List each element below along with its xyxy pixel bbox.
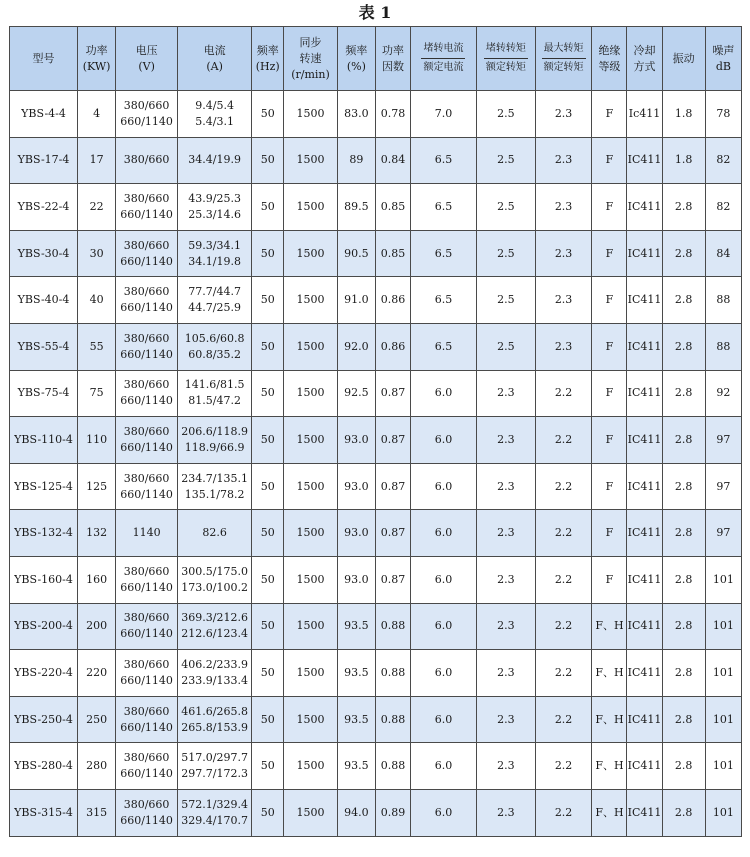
cell-cooling: IC411 [627, 696, 662, 743]
cell-frequency: 50 [252, 463, 284, 510]
cell-model: YBS-75-4 [10, 370, 78, 417]
cell-locked-current-ratio: 6.0 [410, 510, 476, 557]
cell-current: 517.0/297.7 297.7/172.3 [178, 743, 252, 790]
cell-model: YBS-132-4 [10, 510, 78, 557]
cell-noise: 97 [705, 417, 741, 464]
cell-current: 59.3/34.1 34.1/19.8 [178, 230, 252, 277]
cell-locked-torque-ratio: 2.5 [476, 277, 535, 324]
cell-cooling: IC411 [627, 510, 662, 557]
header-current: 电流 (A) [178, 27, 252, 91]
table-row [10, 417, 742, 464]
cell-locked-current-ratio: 6.0 [410, 463, 476, 510]
cell-frequency: 50 [252, 510, 284, 557]
cell-noise: 92 [705, 370, 741, 417]
cell-power: 200 [78, 603, 116, 650]
cell-speed: 1500 [284, 556, 338, 603]
cell-efficiency: 93.5 [337, 650, 375, 697]
table-row [10, 603, 742, 650]
cell-power-factor: 0.84 [375, 137, 410, 184]
cell-vibration: 2.8 [662, 417, 705, 464]
cell-frequency: 50 [252, 603, 284, 650]
header-frequency: 频率 (Hz) [252, 27, 284, 91]
cell-model: YBS-17-4 [10, 137, 78, 184]
cell-voltage: 380/660 660/1140 [116, 603, 178, 650]
cell-cooling: IC411 [627, 417, 662, 464]
cell-noise: 101 [705, 696, 741, 743]
cell-locked-current-ratio: 6.5 [410, 137, 476, 184]
cell-insulation: F、H [592, 650, 627, 697]
cell-voltage: 380/660 660/1140 [116, 743, 178, 790]
cell-efficiency: 90.5 [337, 230, 375, 277]
cell-current: 34.4/19.9 [178, 137, 252, 184]
cell-max-torque-ratio: 2.2 [535, 370, 592, 417]
cell-current: 406.2/233.9 233.9/133.4 [178, 650, 252, 697]
cell-efficiency: 93.0 [337, 556, 375, 603]
cell-insulation: F [592, 91, 627, 138]
table-row [10, 696, 742, 743]
cell-model: YBS-160-4 [10, 556, 78, 603]
header-locked-current-ratio [410, 27, 476, 91]
cell-model: YBS-220-4 [10, 650, 78, 697]
header-vibration: 振动 [662, 27, 705, 91]
cell-locked-current-ratio: 6.0 [410, 650, 476, 697]
cell-noise: 78 [705, 91, 741, 138]
header-speed: 同步 转速 (r/min) [284, 27, 338, 91]
cell-power-factor: 0.86 [375, 323, 410, 370]
cell-noise: 97 [705, 510, 741, 557]
cell-vibration: 1.8 [662, 137, 705, 184]
cell-noise: 88 [705, 277, 741, 324]
cell-frequency: 50 [252, 137, 284, 184]
table-row [10, 323, 742, 370]
cell-model: YBS-250-4 [10, 696, 78, 743]
table-row [10, 91, 742, 138]
header-model: 型号 [10, 27, 78, 91]
cell-frequency: 50 [252, 743, 284, 790]
cell-model: YBS-200-4 [10, 603, 78, 650]
cell-current: 572.1/329.4 329.4/170.7 [178, 789, 252, 836]
cell-vibration: 2.8 [662, 696, 705, 743]
cell-insulation: F、H [592, 696, 627, 743]
cell-locked-torque-ratio: 2.5 [476, 184, 535, 231]
cell-power: 250 [78, 696, 116, 743]
cell-voltage: 380/660 660/1140 [116, 277, 178, 324]
cell-locked-current-ratio: 7.0 [410, 91, 476, 138]
cell-speed: 1500 [284, 277, 338, 324]
table-row [10, 650, 742, 697]
cell-max-torque-ratio: 2.3 [535, 277, 592, 324]
cell-model: YBS-55-4 [10, 323, 78, 370]
cell-locked-current-ratio: 6.0 [410, 743, 476, 790]
cell-current: 82.6 [178, 510, 252, 557]
cell-frequency: 50 [252, 230, 284, 277]
cell-max-torque-ratio: 2.2 [535, 510, 592, 557]
cell-speed: 1500 [284, 184, 338, 231]
cell-power: 22 [78, 184, 116, 231]
cell-speed: 1500 [284, 510, 338, 557]
cell-cooling: IC411 [627, 137, 662, 184]
cell-speed: 1500 [284, 743, 338, 790]
cell-locked-torque-ratio: 2.3 [476, 789, 535, 836]
cell-speed: 1500 [284, 463, 338, 510]
cell-insulation: F、H [592, 789, 627, 836]
cell-max-torque-ratio: 2.3 [535, 137, 592, 184]
header-row [10, 27, 742, 91]
cell-locked-current-ratio: 6.0 [410, 370, 476, 417]
cell-frequency: 50 [252, 556, 284, 603]
cell-vibration: 2.8 [662, 789, 705, 836]
table-row [10, 277, 742, 324]
cell-insulation: F [592, 184, 627, 231]
cell-cooling: IC411 [627, 743, 662, 790]
cell-voltage: 1140 [116, 510, 178, 557]
cell-frequency: 50 [252, 417, 284, 464]
cell-current: 461.6/265.8 265.8/153.9 [178, 696, 252, 743]
cell-vibration: 2.8 [662, 323, 705, 370]
cell-power: 30 [78, 230, 116, 277]
cell-power: 160 [78, 556, 116, 603]
cell-locked-torque-ratio: 2.5 [476, 91, 535, 138]
header-noise: 噪声 dB [705, 27, 741, 91]
cell-noise: 101 [705, 603, 741, 650]
cell-power-factor: 0.87 [375, 463, 410, 510]
cell-efficiency: 91.0 [337, 277, 375, 324]
cell-speed: 1500 [284, 603, 338, 650]
cell-max-torque-ratio: 2.2 [535, 650, 592, 697]
cell-locked-current-ratio: 6.5 [410, 184, 476, 231]
cell-frequency: 50 [252, 789, 284, 836]
cell-power-factor: 0.88 [375, 743, 410, 790]
cell-voltage: 380/660 660/1140 [116, 370, 178, 417]
cell-vibration: 2.8 [662, 743, 705, 790]
cell-voltage: 380/660 660/1140 [116, 230, 178, 277]
cell-max-torque-ratio: 2.2 [535, 463, 592, 510]
cell-locked-current-ratio: 6.0 [410, 556, 476, 603]
cell-noise: 97 [705, 463, 741, 510]
cell-insulation: F、H [592, 743, 627, 790]
cell-max-torque-ratio: 2.2 [535, 743, 592, 790]
cell-speed: 1500 [284, 137, 338, 184]
cell-max-torque-ratio: 2.3 [535, 184, 592, 231]
header-max-torque-ratio [535, 27, 592, 91]
cell-efficiency: 89.5 [337, 184, 375, 231]
cell-insulation: F [592, 556, 627, 603]
cell-noise: 101 [705, 743, 741, 790]
cell-power: 17 [78, 137, 116, 184]
cell-max-torque-ratio: 2.3 [535, 323, 592, 370]
table-body [10, 91, 742, 837]
cell-locked-torque-ratio: 2.3 [476, 417, 535, 464]
cell-speed: 1500 [284, 417, 338, 464]
header-power-factor: 功率 因数 [375, 27, 410, 91]
cell-voltage: 380/660 660/1140 [116, 463, 178, 510]
cell-power: 280 [78, 743, 116, 790]
cell-power-factor: 0.89 [375, 789, 410, 836]
cell-frequency: 50 [252, 277, 284, 324]
cell-efficiency: 94.0 [337, 789, 375, 836]
table-row [10, 370, 742, 417]
table-caption: 表 1 [358, 3, 392, 22]
header-power: 功率 (KW) [78, 27, 116, 91]
cell-efficiency: 92.5 [337, 370, 375, 417]
cell-current: 77.7/44.7 44.7/25.9 [178, 277, 252, 324]
cell-power-factor: 0.88 [375, 650, 410, 697]
cell-cooling: IC411 [627, 277, 662, 324]
cell-locked-current-ratio: 6.5 [410, 323, 476, 370]
cell-locked-torque-ratio: 2.3 [476, 650, 535, 697]
cell-voltage: 380/660 660/1140 [116, 650, 178, 697]
cell-current: 43.9/25.3 25.3/14.6 [178, 184, 252, 231]
cell-efficiency: 89 [337, 137, 375, 184]
cell-noise: 82 [705, 184, 741, 231]
cell-cooling: Ic411 [627, 91, 662, 138]
cell-locked-current-ratio: 6.5 [410, 277, 476, 324]
cell-cooling: IC411 [627, 603, 662, 650]
motor-spec-table [9, 26, 742, 837]
cell-speed: 1500 [284, 650, 338, 697]
cell-insulation: F [592, 230, 627, 277]
cell-current: 206.6/118.9 118.9/66.9 [178, 417, 252, 464]
cell-voltage: 380/660 660/1140 [116, 184, 178, 231]
cell-vibration: 2.8 [662, 277, 705, 324]
cell-speed: 1500 [284, 230, 338, 277]
cell-locked-torque-ratio: 2.5 [476, 137, 535, 184]
cell-locked-torque-ratio: 2.3 [476, 510, 535, 557]
cell-locked-torque-ratio: 2.3 [476, 696, 535, 743]
cell-voltage: 380/660 660/1140 [116, 696, 178, 743]
cell-locked-torque-ratio: 2.3 [476, 556, 535, 603]
cell-voltage: 380/660 660/1140 [116, 556, 178, 603]
cell-power-factor: 0.86 [375, 277, 410, 324]
cell-voltage: 380/660 660/1140 [116, 91, 178, 138]
cell-efficiency: 92.0 [337, 323, 375, 370]
cell-vibration: 1.8 [662, 91, 705, 138]
table-row [10, 789, 742, 836]
cell-locked-current-ratio: 6.0 [410, 696, 476, 743]
cell-max-torque-ratio: 2.2 [535, 417, 592, 464]
header-efficiency: 频率 (%) [337, 27, 375, 91]
cell-efficiency: 93.5 [337, 696, 375, 743]
cell-power-factor: 0.88 [375, 696, 410, 743]
cell-current: 141.6/81.5 81.5/47.2 [178, 370, 252, 417]
cell-power: 40 [78, 277, 116, 324]
cell-power: 132 [78, 510, 116, 557]
cell-model: YBS-4-4 [10, 91, 78, 138]
cell-vibration: 2.8 [662, 556, 705, 603]
cell-locked-torque-ratio: 2.3 [476, 603, 535, 650]
cell-voltage: 380/660 660/1140 [116, 417, 178, 464]
cell-frequency: 50 [252, 370, 284, 417]
ratio-fraction: $\frac{\text{堵转转矩}}{\text{额定转矩}}$ [485, 43, 526, 73]
cell-insulation: F [592, 277, 627, 324]
cell-model: YBS-280-4 [10, 743, 78, 790]
cell-model: YBS-30-4 [10, 230, 78, 277]
cell-speed: 1500 [284, 370, 338, 417]
cell-max-torque-ratio: 2.3 [535, 91, 592, 138]
cell-model: YBS-315-4 [10, 789, 78, 836]
cell-power: 220 [78, 650, 116, 697]
cell-frequency: 50 [252, 91, 284, 138]
table-row [10, 743, 742, 790]
table-row [10, 463, 742, 510]
cell-current: 105.6/60.8 60.8/35.2 [178, 323, 252, 370]
cell-power-factor: 0.87 [375, 556, 410, 603]
cell-max-torque-ratio: 2.2 [535, 789, 592, 836]
cell-power-factor: 0.85 [375, 230, 410, 277]
table-row [10, 137, 742, 184]
cell-vibration: 2.8 [662, 184, 705, 231]
cell-max-torque-ratio: 2.3 [535, 230, 592, 277]
cell-frequency: 50 [252, 650, 284, 697]
cell-efficiency: 93.0 [337, 417, 375, 464]
cell-cooling: IC411 [627, 184, 662, 231]
cell-insulation: F [592, 137, 627, 184]
ratio-fraction: $\frac{\text{最大转矩}}{\text{额定转矩}}$ [543, 43, 584, 73]
header-voltage: 电压 (V) [116, 27, 178, 91]
cell-efficiency: 83.0 [337, 91, 375, 138]
cell-insulation: F、H [592, 603, 627, 650]
cell-model: YBS-125-4 [10, 463, 78, 510]
cell-insulation: F [592, 370, 627, 417]
cell-power-factor: 0.85 [375, 184, 410, 231]
cell-voltage: 380/660 660/1140 [116, 323, 178, 370]
cell-power-factor: 0.87 [375, 510, 410, 557]
cell-power: 55 [78, 323, 116, 370]
cell-max-torque-ratio: 2.2 [535, 556, 592, 603]
cell-model: YBS-22-4 [10, 184, 78, 231]
cell-current: 369.3/212.6 212.6/123.4 [178, 603, 252, 650]
cell-locked-current-ratio: 6.0 [410, 603, 476, 650]
cell-power-factor: 0.87 [375, 370, 410, 417]
cell-locked-torque-ratio: 2.3 [476, 463, 535, 510]
table-row [10, 556, 742, 603]
cell-insulation: F [592, 510, 627, 557]
cell-power: 110 [78, 417, 116, 464]
cell-current: 9.4/5.4 5.4/3.1 [178, 91, 252, 138]
cell-insulation: F [592, 463, 627, 510]
cell-efficiency: 93.5 [337, 603, 375, 650]
cell-speed: 1500 [284, 789, 338, 836]
cell-noise: 88 [705, 323, 741, 370]
cell-model: YBS-110-4 [10, 417, 78, 464]
cell-vibration: 2.8 [662, 510, 705, 557]
table-row [10, 230, 742, 277]
cell-max-torque-ratio: 2.2 [535, 696, 592, 743]
table-row [10, 184, 742, 231]
cell-locked-current-ratio: 6.0 [410, 789, 476, 836]
cell-locked-torque-ratio: 2.5 [476, 323, 535, 370]
cell-efficiency: 93.0 [337, 463, 375, 510]
cell-cooling: IC411 [627, 370, 662, 417]
cell-power: 125 [78, 463, 116, 510]
cell-locked-torque-ratio: 2.3 [476, 743, 535, 790]
cell-power-factor: 0.88 [375, 603, 410, 650]
cell-cooling: IC411 [627, 789, 662, 836]
cell-voltage: 380/660 660/1140 [116, 789, 178, 836]
cell-speed: 1500 [284, 91, 338, 138]
cell-vibration: 2.8 [662, 603, 705, 650]
cell-noise: 101 [705, 650, 741, 697]
cell-cooling: IC411 [627, 556, 662, 603]
cell-max-torque-ratio: 2.2 [535, 603, 592, 650]
cell-voltage: 380/660 [116, 137, 178, 184]
cell-locked-current-ratio: 6.0 [410, 417, 476, 464]
ratio-fraction: $\frac{\text{堵转电流}}{\text{额定电流}}$ [423, 43, 464, 73]
table-row [10, 510, 742, 557]
cell-current: 300.5/175.0 173.0/100.2 [178, 556, 252, 603]
cell-cooling: IC411 [627, 230, 662, 277]
cell-speed: 1500 [284, 696, 338, 743]
cell-speed: 1500 [284, 323, 338, 370]
header-insulation: 绝缘 等级 [592, 27, 627, 91]
cell-locked-torque-ratio: 2.3 [476, 370, 535, 417]
cell-power: 75 [78, 370, 116, 417]
cell-vibration: 2.8 [662, 650, 705, 697]
cell-power: 315 [78, 789, 116, 836]
cell-noise: 82 [705, 137, 741, 184]
cell-vibration: 2.8 [662, 463, 705, 510]
cell-power: 4 [78, 91, 116, 138]
cell-vibration: 2.8 [662, 230, 705, 277]
cell-model: YBS-40-4 [10, 277, 78, 324]
cell-locked-torque-ratio: 2.5 [476, 230, 535, 277]
cell-power-factor: 0.78 [375, 91, 410, 138]
cell-efficiency: 93.0 [337, 510, 375, 557]
cell-efficiency: 93.5 [337, 743, 375, 790]
cell-frequency: 50 [252, 184, 284, 231]
header-cooling: 冷却 方式 [627, 27, 662, 91]
cell-noise: 84 [705, 230, 741, 277]
cell-frequency: 50 [252, 323, 284, 370]
cell-current: 234.7/135.1 135.1/78.2 [178, 463, 252, 510]
cell-noise: 101 [705, 789, 741, 836]
cell-insulation: F [592, 417, 627, 464]
table-header [10, 27, 742, 91]
header-locked-torque-ratio [476, 27, 535, 91]
cell-cooling: IC411 [627, 463, 662, 510]
cell-locked-current-ratio: 6.5 [410, 230, 476, 277]
cell-noise: 101 [705, 556, 741, 603]
cell-frequency: 50 [252, 696, 284, 743]
cell-power-factor: 0.87 [375, 417, 410, 464]
cell-insulation: F [592, 323, 627, 370]
cell-cooling: IC411 [627, 650, 662, 697]
cell-vibration: 2.8 [662, 370, 705, 417]
cell-cooling: IC411 [627, 323, 662, 370]
